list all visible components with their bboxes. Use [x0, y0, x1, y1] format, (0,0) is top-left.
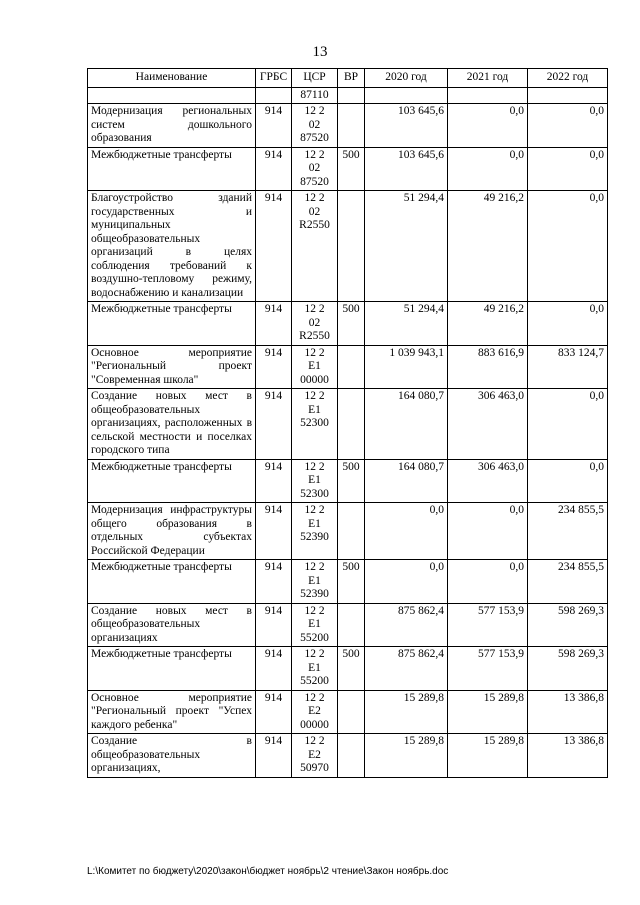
table-row [88, 647, 608, 691]
cell-vr [338, 104, 365, 148]
cell-grbs: 914 [256, 345, 292, 389]
cell-vr [338, 603, 365, 647]
cell-csr: 12 2 02 87520 [292, 104, 338, 148]
cell-vr: 500 [338, 459, 365, 503]
cell-csr: 12 2 E1 52300 [292, 459, 338, 503]
cell-grbs: 914 [256, 690, 292, 734]
cell-name: Создание новых мест в общеобразовательных организациях [88, 603, 256, 647]
table-row [88, 560, 608, 604]
cell-name: Благоустройство зданий государственных и муниципальных общеобразовательных организаций в целях соблюдения требований к воздушно-тепловому режиму, водоснабжению и канализации [88, 191, 256, 302]
cell-grbs: 914 [256, 503, 292, 560]
cell-2021: 0,0 [448, 147, 528, 191]
table-row [88, 191, 608, 302]
cell-2020: 15 289,8 [365, 734, 448, 778]
cell-name: Межбюджетные трансферты [88, 302, 256, 346]
cell-csr: 12 2 E1 52390 [292, 503, 338, 560]
cell-name: Основное мероприятие "Региональный проект "Современная школа" [88, 345, 256, 389]
cell-vr [338, 191, 365, 302]
cell-grbs: 914 [256, 647, 292, 691]
cell-2021: 15 289,8 [448, 690, 528, 734]
cell-2022: 0,0 [528, 191, 608, 302]
cell-2020 [365, 87, 448, 104]
table-row [88, 734, 608, 778]
column-header-2020: 2020 год [365, 69, 448, 88]
cell-2022: 0,0 [528, 104, 608, 148]
cell-vr [338, 734, 365, 778]
cell-vr: 500 [338, 302, 365, 346]
cell-2021: 0,0 [448, 104, 528, 148]
cell-csr: 12 2 E1 52390 [292, 560, 338, 604]
cell-name: Создание новых мест в общеобразовательных организациях, расположенных в сельской местности и поселках городского типа [88, 389, 256, 460]
cell-vr: 500 [338, 647, 365, 691]
cell-2020: 164 080,7 [365, 459, 448, 503]
table-header-row [88, 69, 608, 88]
cell-vr [338, 87, 365, 104]
cell-csr: 12 2 E2 50970 [292, 734, 338, 778]
cell-name: Межбюджетные трансферты [88, 459, 256, 503]
column-header-vr: ВР [338, 69, 365, 88]
cell-grbs: 914 [256, 147, 292, 191]
cell-grbs: 914 [256, 104, 292, 148]
cell-2021 [448, 87, 528, 104]
cell-2020: 0,0 [365, 560, 448, 604]
cell-2020: 103 645,6 [365, 104, 448, 148]
cell-grbs: 914 [256, 389, 292, 460]
cell-2020: 875 862,4 [365, 603, 448, 647]
cell-name: Межбюджетные трансферты [88, 560, 256, 604]
cell-2021: 577 153,9 [448, 647, 528, 691]
cell-2022: 0,0 [528, 147, 608, 191]
cell-2022: 0,0 [528, 459, 608, 503]
cell-2022: 598 269,3 [528, 647, 608, 691]
file-path-footer: L:\Комитет по бюджету\2020\закон\бюджет ноябрь\2 чтение\Закон ноябрь.doc [87, 866, 449, 877]
cell-csr: 12 2 02 R2550 [292, 191, 338, 302]
cell-2022 [528, 87, 608, 104]
cell-name: Создание в общеобразовательных организациях, [88, 734, 256, 778]
cell-2021: 306 463,0 [448, 459, 528, 503]
cell-grbs [256, 87, 292, 104]
cell-2020: 103 645,6 [365, 147, 448, 191]
table-row [88, 690, 608, 734]
cell-name: Основное мероприятие "Региональный проект "Успех каждого ребенка" [88, 690, 256, 734]
cell-2022: 234 855,5 [528, 503, 608, 560]
cell-csr: 12 2 02 87520 [292, 147, 338, 191]
cell-vr [338, 345, 365, 389]
table-row [88, 503, 608, 560]
cell-2021: 306 463,0 [448, 389, 528, 460]
column-header-grbs: ГРБС [256, 69, 292, 88]
cell-grbs: 914 [256, 603, 292, 647]
cell-csr: 12 2 E1 52300 [292, 389, 338, 460]
budget-table [87, 68, 608, 778]
cell-2021: 0,0 [448, 503, 528, 560]
column-header-name: Наименование [88, 69, 256, 88]
table-row [88, 603, 608, 647]
cell-2020: 0,0 [365, 503, 448, 560]
column-header-csr: ЦСР [292, 69, 338, 88]
column-header-2021: 2021 год [448, 69, 528, 88]
cell-vr [338, 389, 365, 460]
cell-2021: 577 153,9 [448, 603, 528, 647]
cell-2021: 49 216,2 [448, 302, 528, 346]
cell-vr [338, 690, 365, 734]
cell-grbs: 914 [256, 191, 292, 302]
cell-2022: 0,0 [528, 389, 608, 460]
cell-csr: 87110 [292, 87, 338, 104]
cell-grbs: 914 [256, 560, 292, 604]
cell-name [88, 87, 256, 104]
cell-csr: 12 2 E1 55200 [292, 603, 338, 647]
table-row [88, 302, 608, 346]
cell-2022: 598 269,3 [528, 603, 608, 647]
cell-csr: 12 2 E1 00000 [292, 345, 338, 389]
cell-2022: 833 124,7 [528, 345, 608, 389]
cell-2021: 0,0 [448, 560, 528, 604]
cell-csr: 12 2 E1 55200 [292, 647, 338, 691]
cell-2020: 51 294,4 [365, 302, 448, 346]
cell-2020: 1 039 943,1 [365, 345, 448, 389]
table-row [88, 389, 608, 460]
cell-csr: 12 2 E2 00000 [292, 690, 338, 734]
cell-name: Межбюджетные трансферты [88, 147, 256, 191]
cell-vr: 500 [338, 147, 365, 191]
cell-2021: 15 289,8 [448, 734, 528, 778]
cell-name: Модернизация инфраструктуры общего образования в отдельных субъектах Российской Федерации [88, 503, 256, 560]
cell-2021: 883 616,9 [448, 345, 528, 389]
cell-2022: 0,0 [528, 302, 608, 346]
table-body [88, 87, 608, 777]
cell-csr: 12 2 02 R2550 [292, 302, 338, 346]
cell-name: Межбюджетные трансферты [88, 647, 256, 691]
cell-grbs: 914 [256, 459, 292, 503]
table-row [88, 459, 608, 503]
column-header-2022: 2022 год [528, 69, 608, 88]
cell-2022: 234 855,5 [528, 560, 608, 604]
table-row [88, 104, 608, 148]
cell-2020: 164 080,7 [365, 389, 448, 460]
cell-vr: 500 [338, 560, 365, 604]
cell-2020: 875 862,4 [365, 647, 448, 691]
cell-grbs: 914 [256, 302, 292, 346]
page-number: 13 [312, 44, 328, 60]
cell-vr [338, 503, 365, 560]
cell-2020: 15 289,8 [365, 690, 448, 734]
table-row [88, 87, 608, 104]
cell-name: Модернизация региональных систем дошкольного образования [88, 104, 256, 148]
cell-grbs: 914 [256, 734, 292, 778]
cell-2021: 49 216,2 [448, 191, 528, 302]
table-row [88, 147, 608, 191]
cell-2022: 13 386,8 [528, 734, 608, 778]
table-row [88, 345, 608, 389]
cell-2020: 51 294,4 [365, 191, 448, 302]
cell-2022: 13 386,8 [528, 690, 608, 734]
